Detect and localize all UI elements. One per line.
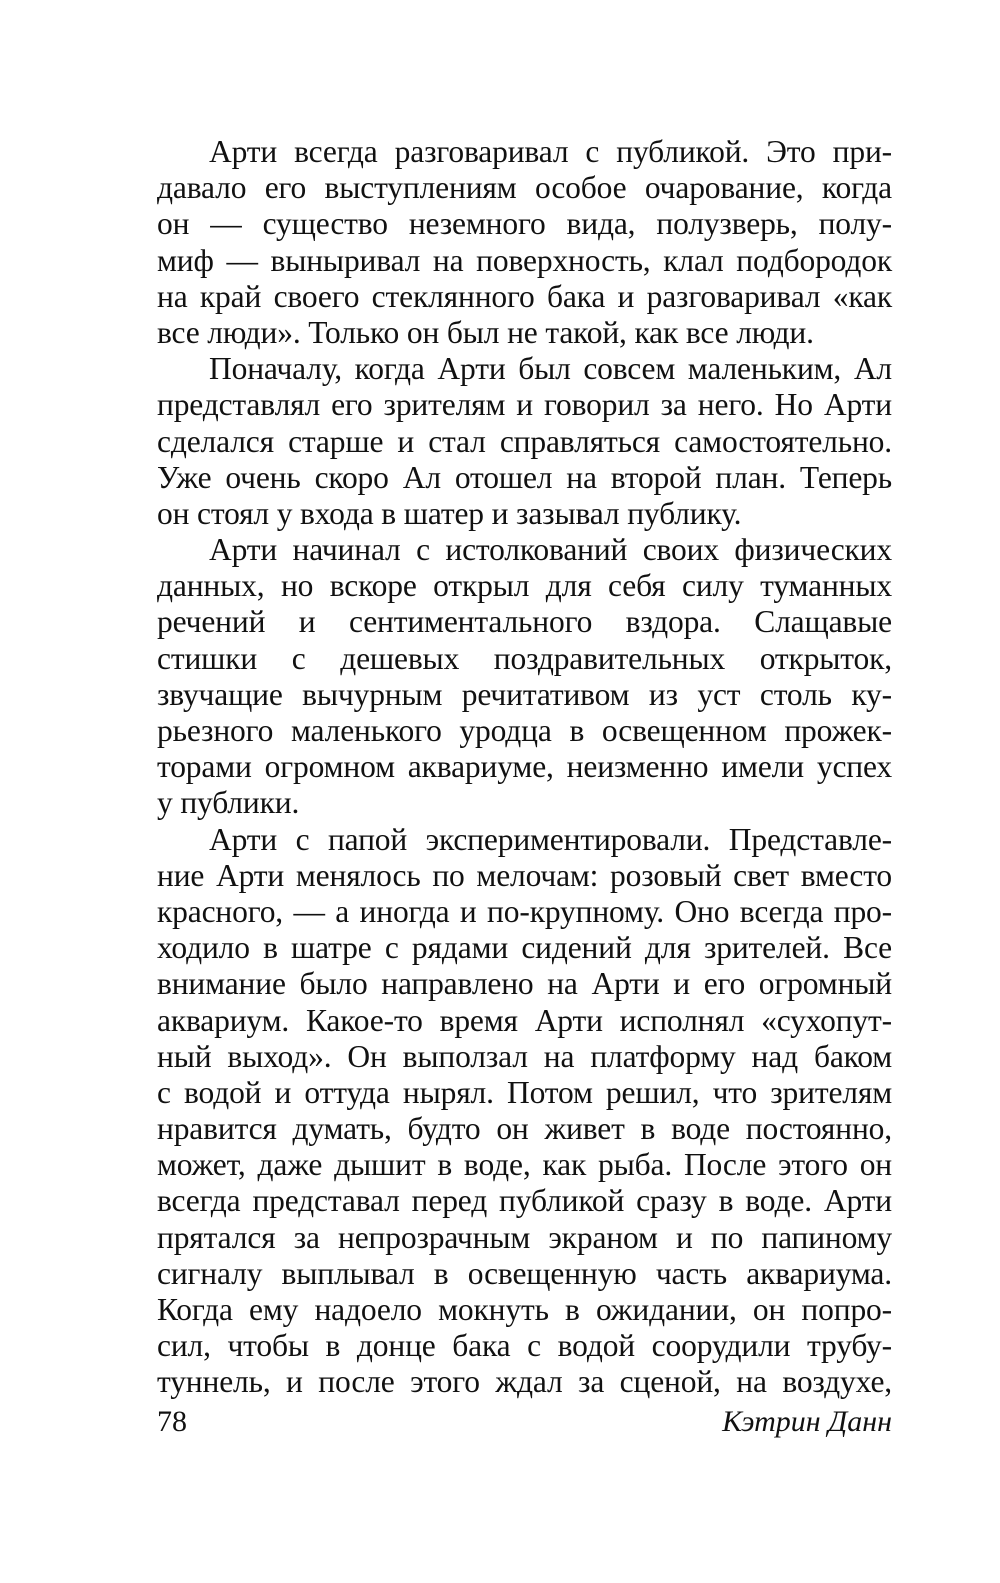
text-line: у публики. [157, 785, 300, 821]
text-line: красного, — а иногда и по-крупному. Оно всегда про- [157, 893, 892, 929]
text-line: Когда ему надоело мокнуть в ожидании, он попро- [157, 1292, 892, 1327]
text-line: торами огромном аквариуме, неизменно имели успех [157, 749, 892, 785]
text-line: речений и сентиментального вздора. Слащавые [157, 604, 892, 640]
text-line: стишки с дешевых поздравительных открыток, [157, 640, 892, 676]
text-line: ходило в шатре с рядами сидений для зрителей. Все [157, 930, 892, 966]
text-line: аквариум. Какое-то время Арти исполнял «сухопут- [157, 1002, 892, 1038]
text-line: с водой и оттуда нырял. Потом решил, что зрителям [157, 1074, 892, 1110]
text-line: сил, чтобы в донце бака с водой соорудили трубу- [157, 1328, 892, 1364]
text-line: рьезного маленького уродца в освещенном прожек- [157, 713, 892, 748]
text-line: внимание было направлено на Арти и его огромный [157, 966, 892, 1002]
text-line: Арти начинал с истолкований своих физических [209, 532, 892, 568]
text-line: туннель, и после этого ждал за сценой, на воздухе, [157, 1364, 892, 1400]
text-line: он стоял у входа в шатер и зазывал публику. [157, 495, 742, 531]
text-line: данных, но вскоре открыл для себя силу туманных [157, 568, 892, 604]
text-line: Арти с папой экспериментировали. Представле- [209, 821, 892, 857]
text-line: сделался старше и стал справляться самостоятельно. [157, 423, 892, 459]
page-number: 78 [157, 1405, 187, 1438]
text-line: ние Арти менялось по мелочам: розовый свет вместо [157, 857, 892, 893]
text-line: все люди». Только он был не такой, как все люди. [157, 314, 814, 350]
body-text [157, 134, 892, 1401]
text-line: Поначалу, когда Арти был совсем маленьким, Ал [209, 351, 892, 387]
text-line: на край своего стеклянного бака и разговаривал «как [157, 278, 892, 314]
text-line: давало его выступлениям особое очарование, когда [157, 170, 892, 206]
text-line: миф — выныривал на поверхность, клал подбородок [157, 242, 892, 278]
page-footer [157, 1402, 892, 1442]
text-line: он — существо неземного вида, полузверь, полу- [157, 206, 892, 242]
text-line: Уже очень скоро Ал отошел на второй план. Теперь [157, 459, 892, 495]
text-line: звучащие вычурным речитативом из уст столь ку- [157, 676, 892, 712]
text-line: всегда представал перед публикой сразу в воде. Арти [157, 1183, 892, 1219]
text-line: Арти всегда разговаривал с публикой. Это при- [209, 134, 892, 169]
text-line: нравится думать, будто он живет в воде постоянно, [157, 1111, 892, 1147]
text-line: сигналу выплывал в освещенную часть аквариума. [157, 1255, 892, 1291]
running-author: Кэтрин Данн [722, 1405, 892, 1438]
text-line: прятался за непрозрачным экраном и по папиному [157, 1219, 892, 1255]
text-line: представлял его зрителям и говорил за него. Но Арти [157, 387, 892, 423]
text-line: ный выход». Он выползал на платформу над баком [157, 1038, 892, 1074]
text-line: может, даже дышит в воде, как рыба. После этого он [157, 1147, 892, 1183]
